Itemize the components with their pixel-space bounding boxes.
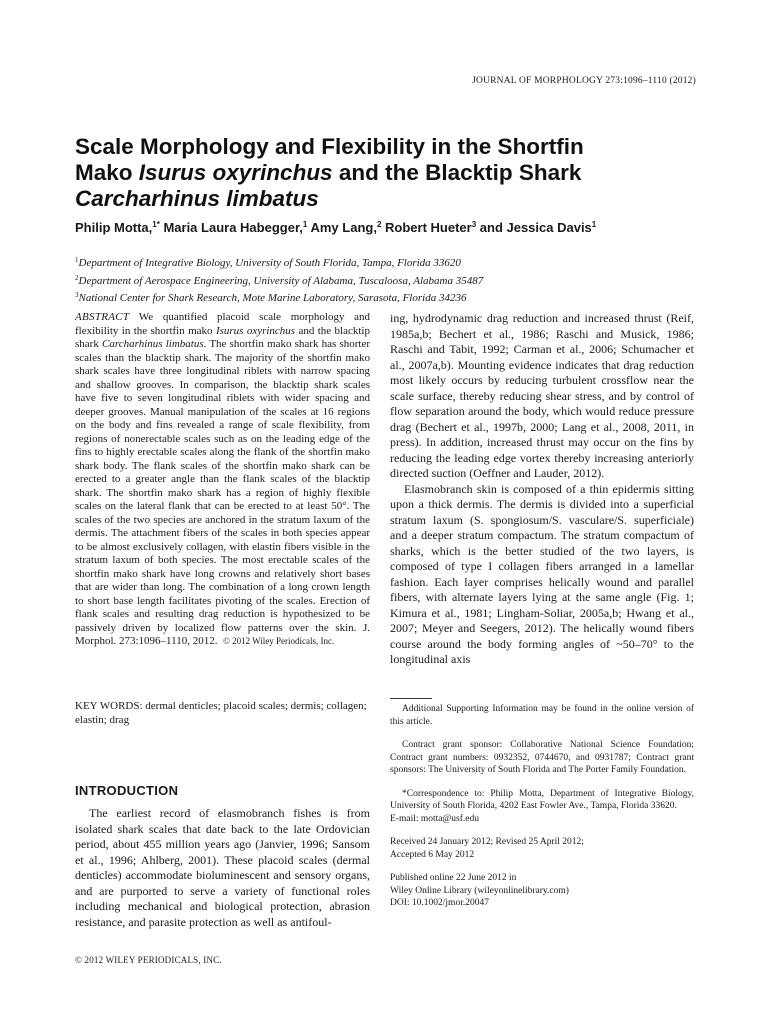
abstract-text: and the blacktip shark xyxy=(75,324,370,350)
author-name: and Jessica Davis xyxy=(476,220,592,235)
author-affiliation-mark: 1 xyxy=(302,220,308,229)
affiliation-text: Department of Integrative Biology, University of South Florida, Tampa, Florida 33620 xyxy=(78,257,461,269)
author-name: Robert Hueter xyxy=(381,220,472,235)
correspondence-block xyxy=(390,788,694,826)
section-heading-introduction: INTRODUCTION xyxy=(75,783,179,798)
author-name: Maria Laura Habegger, xyxy=(159,220,303,235)
received-date: Received 24 January 2012; Revised 25 April 2012; xyxy=(390,837,584,847)
abstract-copyright: © 2012 Wiley Periodicals, Inc. xyxy=(223,636,335,646)
affiliation-text: National Center for Shark Research, Mote Marine Laboratory, Sarasota, Florida 34236 xyxy=(78,292,467,304)
author-affiliation-mark: 1* xyxy=(152,220,160,229)
article-title xyxy=(75,134,695,212)
affiliation-mark: 1 xyxy=(75,256,79,264)
grant-note: Contract grant sponsor: Collaborative National Science Foundation; Contract grant numbers: 0932352, 0744670, and 0931787; Contract grant sponsors: The University of South Florida and The Porter Family Foundation. xyxy=(390,740,694,775)
title-species-2: Carcharhinus limbatus xyxy=(75,186,319,211)
abstract-label: ABSTRACT xyxy=(75,311,130,323)
abstract-text: . The shortfin mako shark has shorter scales than the blacktip shark. The majority of the shortfin mako shark scales have three longitudinal riblets with narrow spacing and shallow grooves. In comparison, the blacktip shark scales have five to seven longitudinal riblets with wider spacing and deeper grooves. Manual manipulation of the scales at 16 regions on the body and fins revealed a range of scale flexibility, from regions of nonerectable scales such as on the leading edge of the fins to highly erectable scales along the flank of the shortfin mako shark body. The flank scales of the shortfin mako shark can be erected to a greater angle than the flank scales of the blacktip shark. The shortfin mako shark has a region of highly flexible scales on the lateral flank that can be erected to at least 50°. The scales of the two species are anchored in the stratum laxum of the dermis. The attachment fibers of the scales in both species appear to be almost exclusively collagen, with elastin fibers visible in the stratum laxum of both species. The most erectable scales of the shortfin mako shark have long crowns and relatively short bases that are wider than long. The combination of a long crown length to short base length facilitates pivoting of the scales. Erection of flank scales and resulting drag reduction is hypothesized to be passively driven by localized flow patterns over the skin. J. Morphol. 273:1096–1110, 2012. xyxy=(75,338,371,647)
right-column xyxy=(390,311,694,668)
abstract xyxy=(75,311,370,649)
author-list xyxy=(75,220,715,235)
title-text: and the Blacktip Shark xyxy=(332,160,582,185)
title-species-1: Isurus oxyrinchus xyxy=(138,160,333,185)
doi-link[interactable]: DOI: 10.1002/jmor.20047 xyxy=(390,898,489,908)
title-text: Mako xyxy=(75,160,139,185)
library-link[interactable]: Wiley Online Library (wileyonlinelibrary.com) xyxy=(390,885,569,896)
affiliations xyxy=(75,253,715,306)
author-affiliation-mark: 1 xyxy=(591,220,597,229)
paragraph: Elasmobranch skin is composed of a thin epidermis sitting upon a thick dermis. The dermis is divided into a superficial stratum laxum (S. spongiosum/S. vasculare/S. superficiale) and a deeper stratum compactum. The stratum compactum of sharks, which is the better studied of the two layers, is composed of type I collagen fibers arranged in a lamellar fashion. Each layer comprises helically wound and parallel fibers, with alternate layers lying at the same angle (Fig. 1; Kimura et al., 1981; Lingham-Soliar, 2005a,b; Hwang et al., 2007; Meyer and Seegers, 2012). The helically wound fibers course around the body forming angles of ~50–70° to the longitudinal axis xyxy=(390,481,694,666)
publication-block xyxy=(390,872,694,910)
title-line-1: Scale Morphology and Flexibility in the Shortfin xyxy=(75,134,584,159)
running-header: JOURNAL OF MORPHOLOGY 273:1096–1110 (2012) xyxy=(472,76,696,86)
left-column xyxy=(75,311,370,649)
affiliation-text: Department of Aerospace Engineering, University of Alabama, Tuscaloosa, Alabama 35487 xyxy=(78,274,484,287)
affiliation xyxy=(75,271,715,289)
footnote-divider xyxy=(390,698,432,699)
email-link[interactable]: E-mail: motta@usf.edu xyxy=(390,813,479,824)
author-name: Amy Lang, xyxy=(307,220,377,235)
affiliation xyxy=(75,288,715,306)
published-date: Published online 22 June 2012 in xyxy=(390,873,517,883)
introduction-section xyxy=(75,806,370,930)
affiliation-mark: 2 xyxy=(75,273,79,282)
supporting-info-note: Additional Supporting Information may be found in the online version of this article. xyxy=(390,704,694,727)
paragraph: The earliest record of elasmobranch fishes is from isolated shark scales that date back to the late Ordovician period, about 455 million years ago (Janvier, 1996; Sansom et al., 1996; Ahlberg, 2001). These placoid scales (dermal denticles) accommodate bioluminescent and sensory organs, and are purported to serve a variety of functional roles including mechanical and biological protection, abrasion resistance, and parasite protection as well as antifoul- xyxy=(75,806,370,929)
author-affiliation-mark: 2 xyxy=(376,220,382,229)
species-name: Isurus oxyrinchus xyxy=(215,324,296,337)
keywords: KEY WORDS: dermal denticles; placoid scales; dermis; collagen; elastin; drag xyxy=(75,700,367,726)
correspondence-note: *Correspondence to: Philip Motta, Department of Integrative Biology, University of South Florida, 4202 East Fowler Ave., Tampa, Florida 33620. xyxy=(390,788,694,811)
accepted-date: Accepted 6 May 2012 xyxy=(390,849,475,860)
affiliation-mark: 3 xyxy=(75,291,79,299)
footnotes xyxy=(390,703,694,910)
abstract-text: We quantified placoid scale morphology and flexibility in the shortfin mako xyxy=(75,311,370,337)
title-line-2 xyxy=(75,160,695,186)
affiliation xyxy=(75,253,715,271)
author-name: Philip Motta, xyxy=(75,220,153,235)
dates-block xyxy=(390,836,694,861)
author-affiliation-mark: 3 xyxy=(471,220,477,229)
species-name: Carcharhinus limbatus xyxy=(102,338,204,350)
footer-copyright: © 2012 WILEY PERIODICALS, INC. xyxy=(75,955,222,965)
paragraph: ing, hydrodynamic drag reduction and increased thrust (Reif, 1985a,b; Bechert et al., 1986; Raschi and Musick, 1986; Raschi and Tabit, 1992; Carman et al., 2006; Schumacher et al., 2007a,b). Mounting evidence indicates that drag reduction most likely occurs by reducing turbulent crossflow near the scale surface, thereby reducing shear stress, and by control of flow separation around the body, which would reduce pressure drag (Bechert et al., 1997b, 2000; Lang et al., 2008, 2011, in press). In addition, increased thrust may occur on the fins by reducing the leading edge vortex thereby increasing anteriorly directed suction (Oeffner and Lauder, 2012). xyxy=(390,311,694,480)
